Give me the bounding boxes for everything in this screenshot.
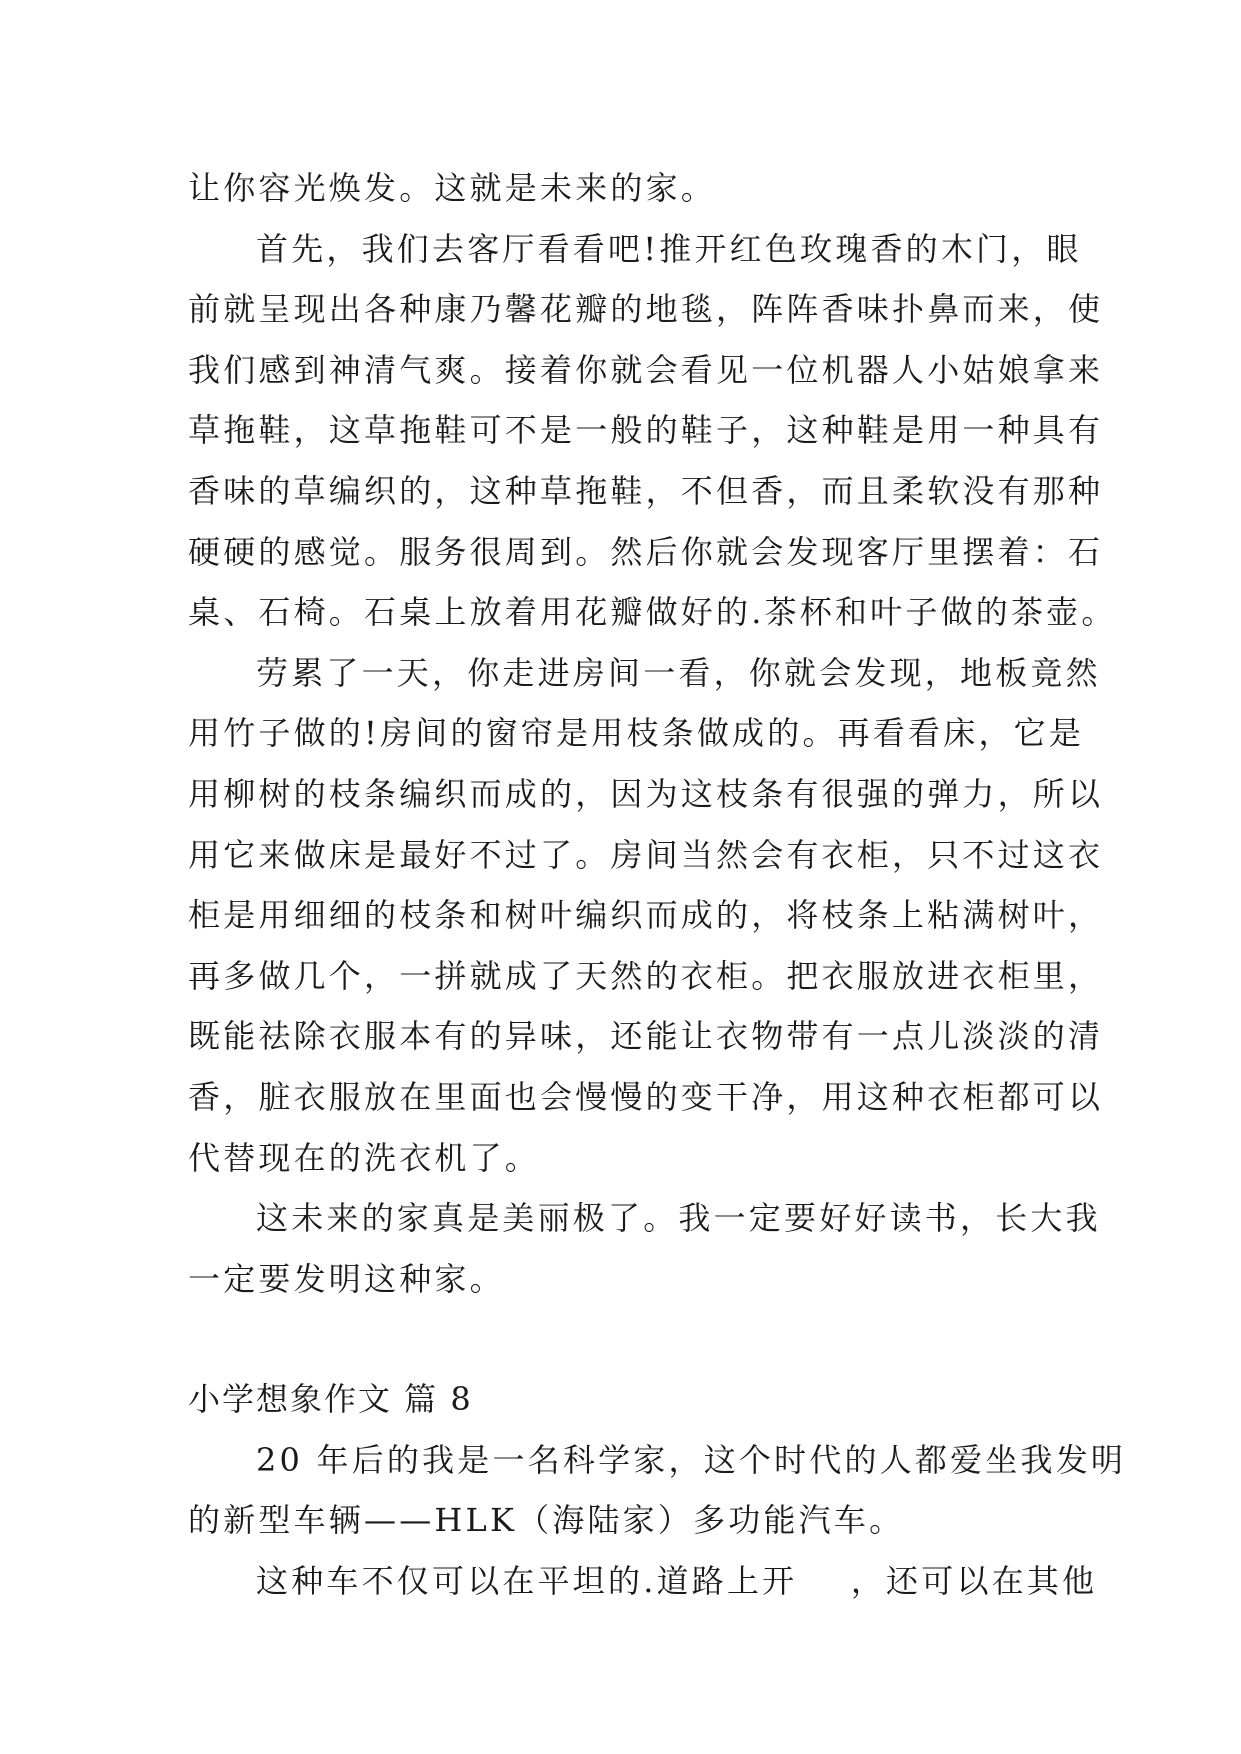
text-line: 20 年后的我是一名科学家，这个时代的人都爱坐我发明	[256, 1440, 1127, 1479]
section-heading: 小学想象作文 篇 8	[188, 1380, 473, 1419]
paragraph-bedroom	[188, 643, 1104, 1188]
text-line: 前就呈现出各种康乃馨花瓣的地毯，阵阵香味扑鼻而来，使	[188, 290, 1104, 329]
text-line: 用它来做床是最好不过了。房间当然会有衣柜，只不过这衣	[188, 835, 1104, 874]
text-line: 用柳树的枝条编织而成的，因为这枝条有很强的弹力，所以	[188, 774, 1104, 813]
paragraph-scientist	[188, 1430, 1127, 1551]
text-line: 用竹子做的!房间的窗帘是用枝条做成的。再看看床，它是	[188, 714, 1085, 753]
paragraph-car	[188, 1551, 1098, 1612]
paragraph-conclusion	[188, 1188, 1101, 1309]
text-line: 香味的草编织的，这种草拖鞋，不但香，而且柔软没有那种	[188, 471, 1104, 510]
text-line: 硬硬的感觉。服务很周到。然后你就会发现客厅里摆着：石	[188, 532, 1104, 571]
text-line: 代替现在的洗衣机了。	[188, 1138, 541, 1177]
text-line: 的新型车辆——HLK（海陆家）多功能汽车。	[188, 1501, 905, 1540]
text-line: 柜是用细细的枝条和树叶编织而成的，将枝条上粘满树叶，	[188, 896, 1104, 935]
text-line: 一定要发明这种家。	[188, 1259, 505, 1298]
article-body	[188, 158, 1127, 1612]
text-line: 这未来的家真是美丽极了。我一定要好好读书，长大我	[256, 1199, 1101, 1238]
section-spacer	[188, 1309, 1068, 1369]
text-line: 草拖鞋，这草拖鞋可不是一般的鞋子，这种鞋是用一种具有	[188, 411, 1104, 450]
text-line: 劳累了一天，你走进房间一看，你就会发现，地板竟然	[256, 653, 1101, 692]
text-line: 香，脏衣服放在里面也会慢慢的变干净，用这种衣柜都可以	[188, 1077, 1104, 1116]
paragraph-living-room	[188, 219, 1117, 643]
text-line: 这种车不仅可以在平坦的.道路上开 ，还可以在其他	[256, 1562, 1098, 1601]
text-line: 我们感到神清气爽。接着你就会看见一位机器人小姑娘拿来	[188, 350, 1104, 389]
text-line: 首先，我们去客厅看看吧!推开红色玫瑰香的木门，眼	[256, 229, 1082, 268]
text-line: 让你容光焕发。这就是未来的家。	[188, 169, 717, 207]
text-line: 再多做几个，一拼就成了天然的衣柜。把衣服放进衣柜里，	[188, 956, 1104, 995]
text-line: 桌、石椅。石桌上放着用花瓣做好的.茶杯和叶子做的茶壶。	[188, 593, 1117, 632]
text-line: 既能祛除衣服本有的异味，还能让衣物带有一点儿淡淡的清	[188, 1017, 1104, 1056]
